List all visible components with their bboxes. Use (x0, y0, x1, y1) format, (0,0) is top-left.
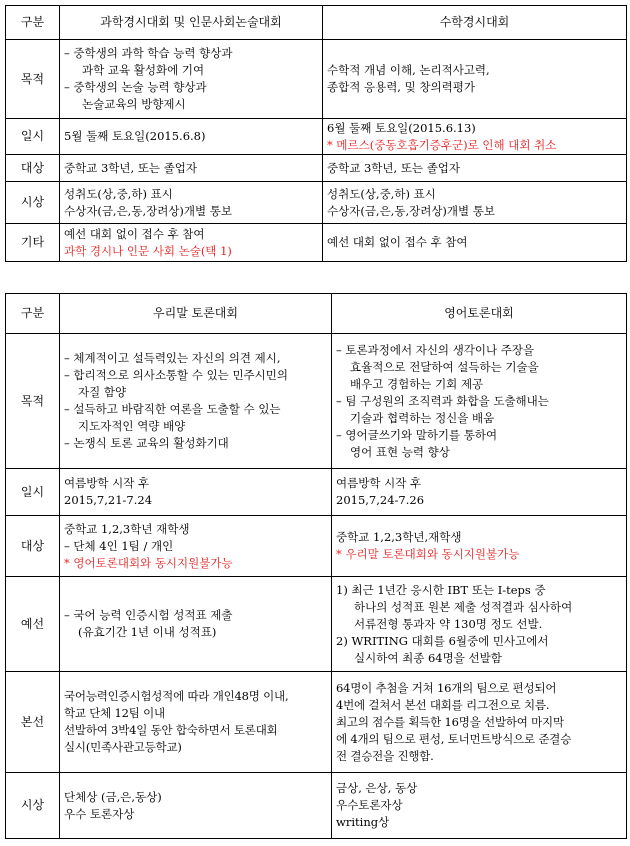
list-item: 자질 함양 (78, 385, 127, 399)
row-label-award: 시상 (6, 182, 60, 224)
table-row (6, 469, 627, 516)
list-item: – 단체 4인 1팀 / 개인 (64, 538, 174, 553)
list-item: – 체계적이고 설득력있는 자신의 의견 제시, (64, 351, 281, 365)
list-item: 여름방학 시작 후 (64, 476, 150, 490)
exclusive-notice: * 영어토론대회와 동시지원불가능 (64, 555, 233, 570)
award-korean (60, 773, 332, 839)
target-english-text: 중학교 1,2,3학년,재학생 (336, 530, 462, 544)
header-science-humanities: 과학경시대회 및 인문사회논술대회 (60, 6, 323, 40)
header-category: 구분 (6, 6, 60, 40)
list-item: 2015,7,21-7.24 (64, 493, 153, 507)
award-science (60, 182, 323, 224)
list-item: 기술과 협력하는 정신을 배움 (350, 410, 495, 425)
row-label-etc: 기타 (6, 224, 60, 262)
award-english (332, 773, 627, 839)
list-item: – 국어 능력 인증시험 성적표 제출 (64, 608, 233, 622)
date-science: 5월 둘째 토요일(2015.6.8) (60, 119, 323, 155)
list-item: 수상자(금,은,동,장려상)개별 통보 (327, 203, 496, 218)
list-item: 전 결승전을 진행함. (336, 748, 434, 763)
list-item: – 영어글쓰기와 말하기를 통하여 (336, 427, 498, 442)
choose-one-notice: 과학 경시나 인문 사회 논술(택 1) (64, 243, 232, 258)
cancel-notice: * 메르스(중동호흡기증후군)로 인해 대회 취소 (327, 137, 557, 152)
list-item: 성취도(상,중,하) 표시 (327, 186, 436, 201)
list-item: 선발하여 3박4일 동안 합숙하면서 토론대회 (64, 723, 278, 737)
list-item: 에 4개의 팀으로 편성, 토너먼트방식으로 준결승 (336, 731, 572, 746)
row-label-purpose: 목적 (6, 334, 60, 469)
list-item: 학교 단체 12팀 이내 (64, 706, 165, 720)
list-item: 2015,7,24-7.26 (336, 493, 425, 507)
etc-math: 예선 대회 없이 접수 후 참여 (323, 224, 627, 262)
row-label-target: 대상 (6, 516, 60, 577)
exclusive-notice: * 우리말 토론대회와 동시지원불가능 (336, 547, 520, 561)
list-item: 수학적 개념 이해, 논리적사고력, (327, 63, 490, 77)
list-item: 2) WRITING 대회를 6월중에 민사고에서 (336, 633, 549, 648)
list-item: 국어능력인증시험성적에 따라 개인48명 이내, (64, 689, 289, 703)
list-item: 논술교육의 방향제시 (82, 97, 186, 111)
list-item: 실시하여 최종 64명을 선발함 (354, 650, 502, 665)
list-item: 성취도(상,중,하) 표시 (64, 186, 173, 201)
list-item: 1) 최근 1년간 응시한 IBT 또는 I-teps 중 (336, 582, 546, 597)
list-item: 단체상 (금,은,동상) (64, 789, 162, 804)
list-item: – 설득하고 바람직한 여론을 도출할 수 있는 (64, 402, 281, 416)
etc-science (60, 224, 323, 262)
prelim-korean (60, 577, 332, 672)
science-math-contest-table (5, 5, 627, 262)
row-label-final: 본선 (6, 672, 60, 773)
list-item: 효율적으로 전달하여 설득하는 기술을 (350, 359, 539, 374)
table-row (6, 294, 627, 334)
table-row (6, 577, 627, 672)
row-label-award: 시상 (6, 773, 60, 839)
list-item: – 중학생의 논술 능력 향상과 (64, 80, 207, 94)
list-item: 우수토론자상 (336, 798, 403, 812)
list-item: 금상, 은상, 동상 (336, 781, 418, 795)
table-row (6, 334, 627, 469)
table-row (6, 40, 627, 119)
final-korean (60, 672, 332, 773)
target-science: 중학교 3학년, 또는 졸업자 (60, 155, 323, 182)
header-category: 구분 (6, 294, 60, 334)
list-item: 수상자(금,은,동,장려상)개별 통보 (64, 203, 233, 218)
table-row (6, 119, 627, 155)
header-english-debate: 영어토론대회 (332, 294, 627, 334)
list-item: 과학 교육 활성화에 기여 (82, 63, 205, 77)
date-english (332, 469, 627, 516)
list-item: – 합리적으로 의사소통할 수 있는 민주시민의 (64, 368, 288, 382)
list-item: – 토론과정에서 자신의 생각이나 주장을 (336, 342, 535, 357)
list-item: 실시(민족사관고등학교) (64, 740, 182, 754)
list-item: 하나의 성적표 원본 제출 성적결과 심사하여 (354, 599, 573, 614)
date-math (323, 119, 627, 155)
list-item: 여름방학 시작 후 (336, 476, 422, 490)
list-item: – 팀 구성원의 조직력과 화합을 도출해내는 (336, 393, 549, 408)
header-korean-debate: 우리말 토론대회 (60, 294, 332, 334)
list-item: 지도자적인 역량 배양 (78, 419, 186, 433)
list-item: – 논쟁식 토론 교육의 활성화기대 (64, 436, 229, 450)
table-row (6, 155, 627, 182)
row-label-prelim: 예선 (6, 577, 60, 672)
date-math-text: 6월 둘째 토요일(2015.6.13) (327, 120, 476, 135)
table-row (6, 6, 627, 40)
list-item: 최고의 점수를 획득한 16명을 선발하여 마지막 (336, 714, 564, 729)
final-english (332, 672, 627, 773)
table-row (6, 773, 627, 839)
row-label-date: 일시 (6, 119, 60, 155)
purpose-korean (60, 334, 332, 469)
list-item: 영어 표현 능력 향상 (350, 444, 450, 459)
debate-contest-table (5, 293, 627, 839)
purpose-science (60, 40, 323, 119)
list-item: (유효기간 1년 이내 성적표) (78, 625, 217, 639)
row-label-date: 일시 (6, 469, 60, 516)
purpose-math (323, 40, 627, 119)
row-label-purpose: 목적 (6, 40, 60, 119)
list-item: – 중학생의 과학 학습 능력 향상과 (64, 46, 233, 60)
target-english (332, 516, 627, 577)
list-item: 우수 토론자상 (64, 806, 135, 821)
list-item: 4번에 걸쳐서 본선 대회를 리그전으로 치름. (336, 697, 550, 712)
purpose-english (332, 334, 627, 469)
target-math: 중학교 3학년, 또는 졸업자 (323, 155, 627, 182)
table-row (6, 516, 627, 577)
table-row (6, 672, 627, 773)
prelim-english (332, 577, 627, 672)
etc-science-text: 예선 대회 없이 접수 후 참여 (64, 226, 205, 241)
list-item: 중학교 1,2,3학년 재학생 (64, 521, 190, 536)
award-math (323, 182, 627, 224)
header-math: 수학경시대회 (323, 6, 627, 40)
list-item: 64명이 추첨을 거쳐 16개의 팀으로 편성되어 (336, 680, 557, 695)
list-item: writing상 (336, 815, 390, 829)
table-row (6, 224, 627, 262)
target-korean (60, 516, 332, 577)
table-row (6, 182, 627, 224)
row-label-target: 대상 (6, 155, 60, 182)
list-item: 배우고 경험하는 기회 제공 (350, 376, 484, 391)
list-item: 종합적 응용력, 및 창의력평가 (327, 80, 475, 94)
list-item: 서류전형 통과자 약 130명 정도 선발. (354, 616, 543, 631)
date-korean (60, 469, 332, 516)
